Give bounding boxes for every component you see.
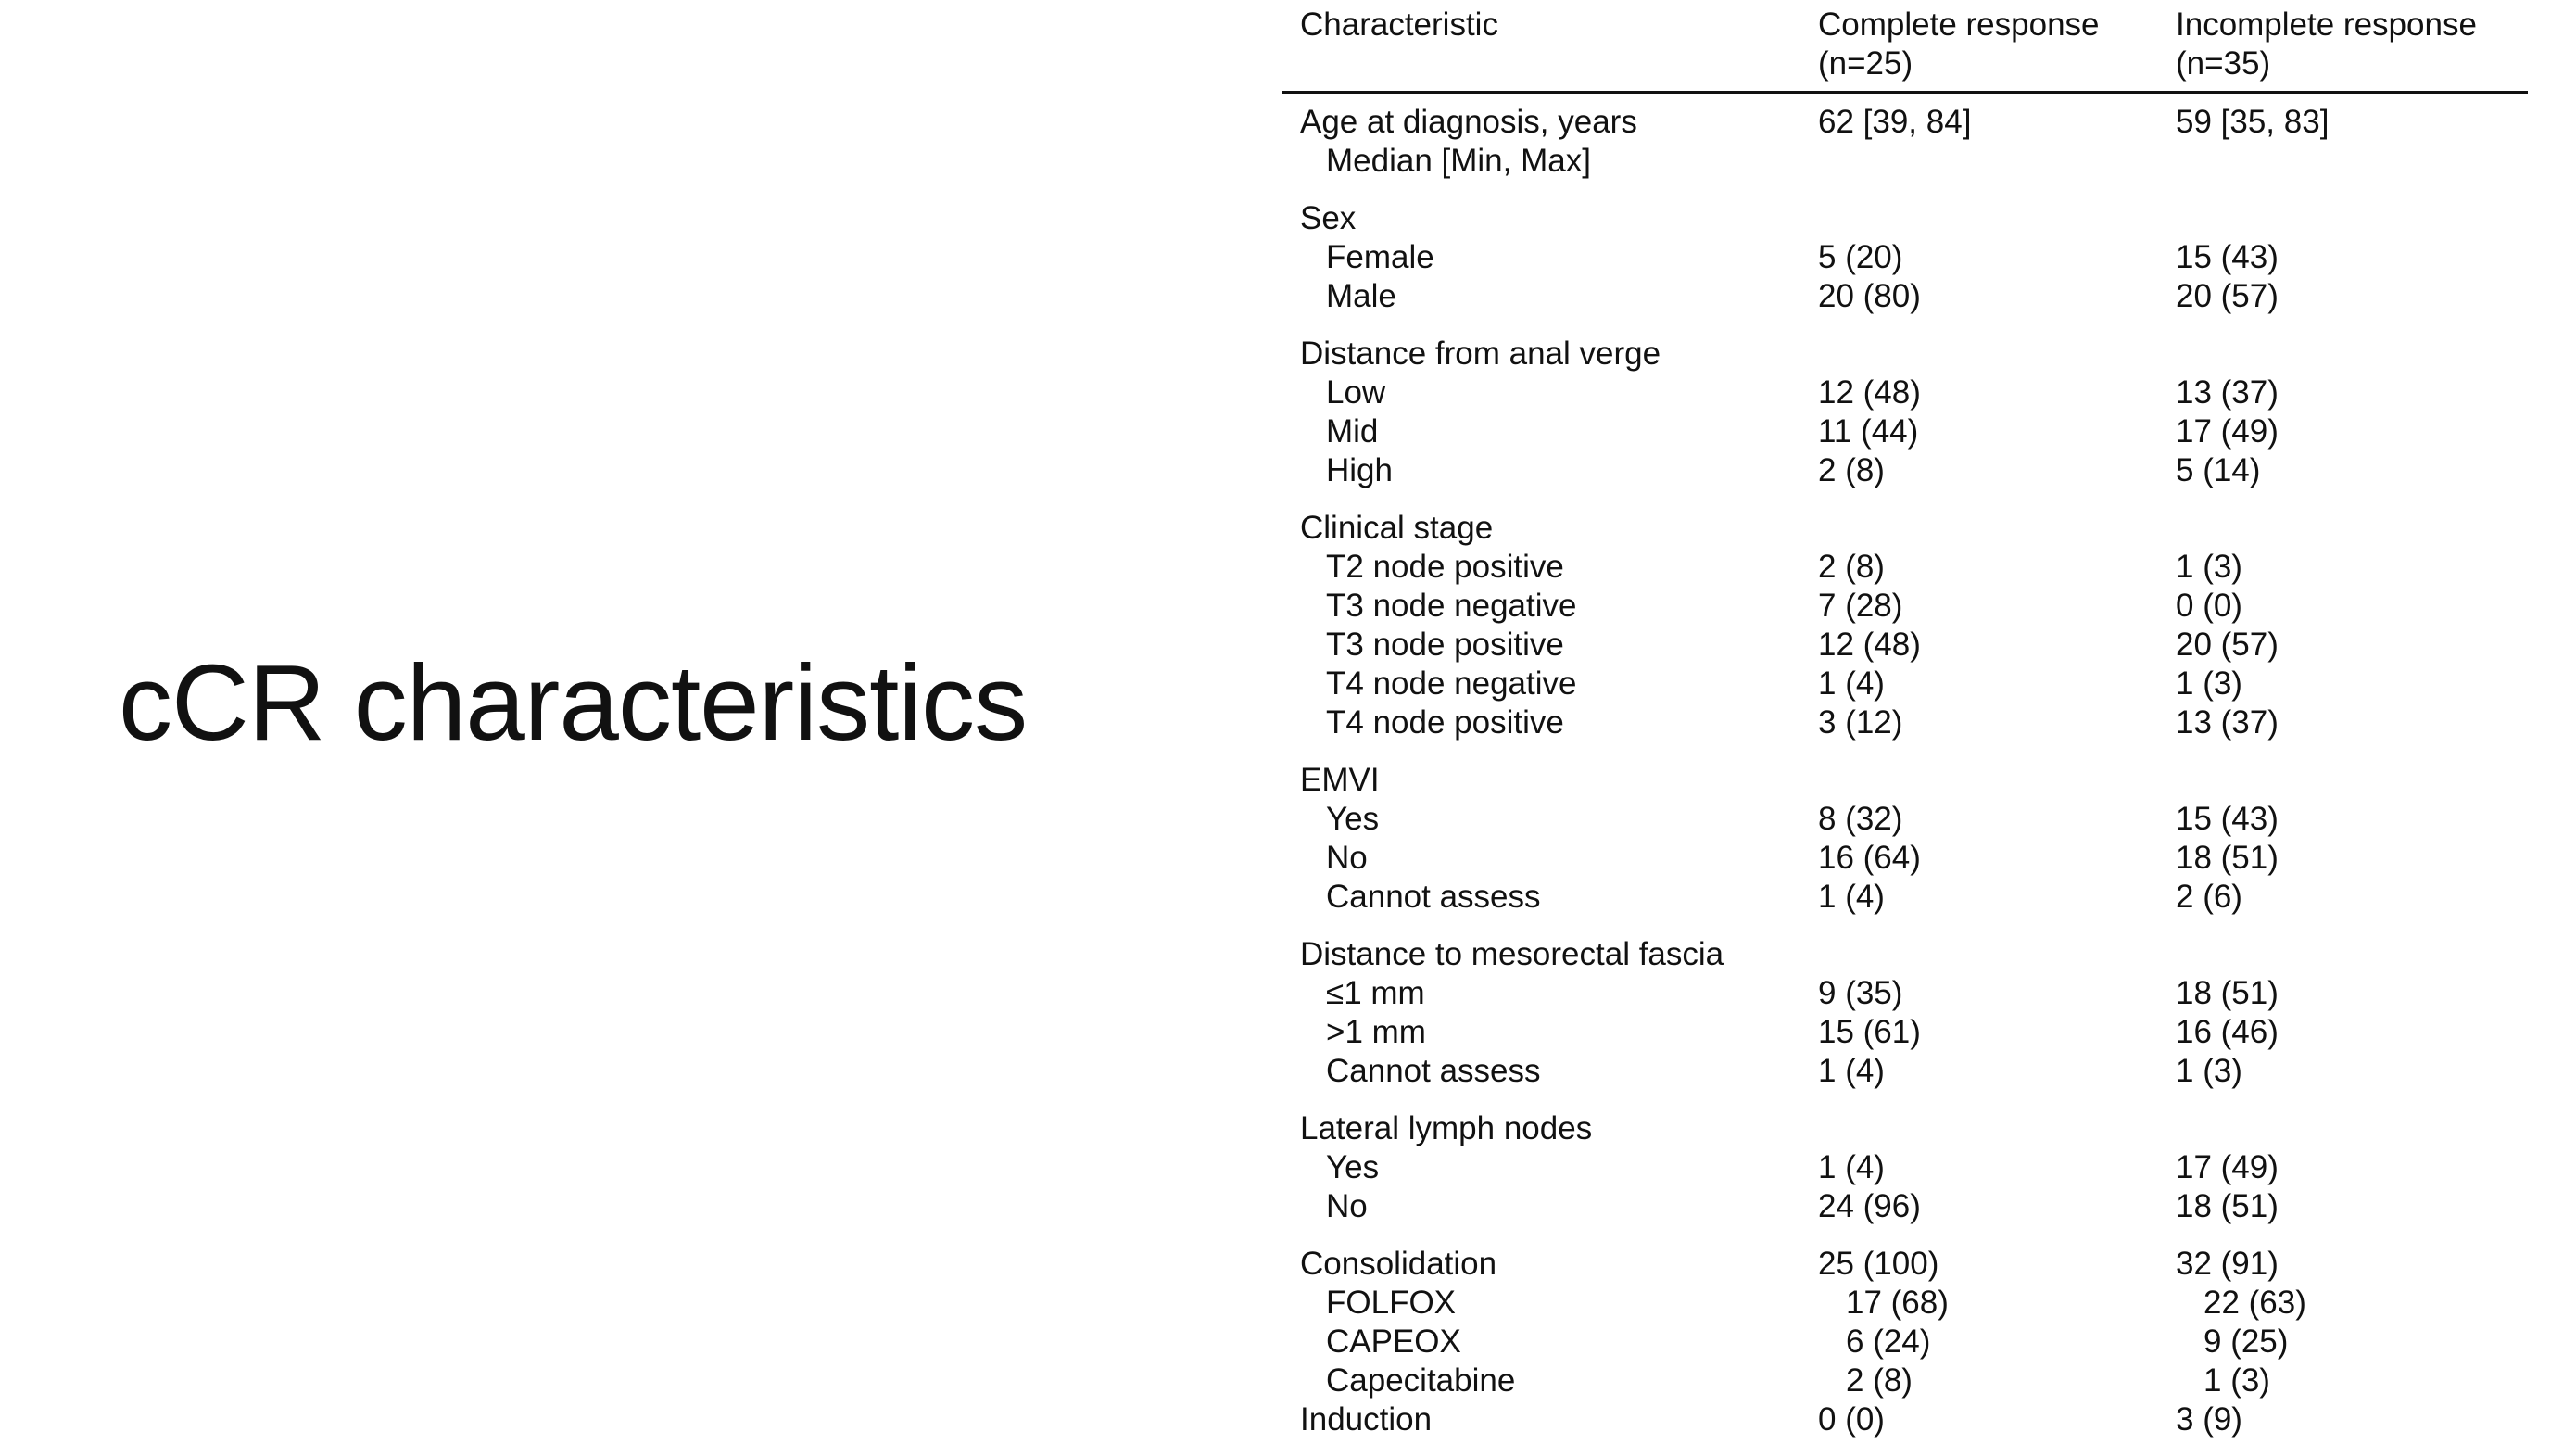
row-label: No	[1326, 1188, 1368, 1224]
table-row	[1282, 1226, 2528, 1284]
complete-response-value: 3 (12)	[1818, 704, 1903, 741]
complete-response-value: 24 (96)	[1818, 1188, 1921, 1224]
row-label: T3 node positive	[1326, 627, 1564, 663]
row-label: Lateral lymph nodes	[1300, 1110, 1593, 1146]
complete-response-value	[1799, 316, 2157, 374]
incomplete-response-value: 5 (14)	[2176, 452, 2261, 488]
row-label: Clinical stage	[1300, 510, 1494, 546]
row-label: Sex	[1300, 200, 1357, 236]
incomplete-response-value: 20 (57)	[2176, 627, 2279, 663]
table-row	[1282, 181, 2528, 238]
row-label: Age at diagnosis, years	[1300, 104, 1637, 140]
incomplete-response-value: 1 (3)	[2176, 665, 2242, 702]
complete-response-value: 9 (35)	[1818, 975, 1903, 1011]
row-label: Low	[1326, 374, 1386, 411]
incomplete-response-value: 15 (43)	[2176, 239, 2279, 275]
incomplete-response-value: 32 (91)	[2176, 1246, 2279, 1282]
header-complete-response-title: Complete response	[1818, 6, 2100, 43]
table-row	[1282, 665, 2528, 703]
complete-response-value: 62 [39, 84]	[1818, 104, 1972, 140]
incomplete-response-value: 13 (37)	[2176, 374, 2279, 411]
complete-response-value	[1799, 490, 2157, 548]
complete-response-value: 25 (100)	[1818, 1246, 1939, 1282]
incomplete-response-value	[2157, 1091, 2528, 1148]
row-label: EMVI	[1300, 762, 1380, 798]
row-label: Median [Min, Max]	[1326, 143, 1591, 179]
row-label: Cannot assess	[1326, 1053, 1541, 1089]
complete-response-value	[1799, 181, 2157, 238]
table-row	[1282, 1091, 2528, 1148]
complete-response-value: 6 (24)	[1846, 1324, 1931, 1360]
incomplete-response-value	[2157, 142, 2528, 181]
complete-response-value: 2 (8)	[1818, 549, 1885, 585]
table-row	[1282, 142, 2528, 181]
complete-response-value: 1 (4)	[1818, 1053, 1885, 1089]
row-label: >1 mm	[1326, 1014, 1426, 1050]
header-characteristic-text: Characteristic	[1300, 6, 1498, 43]
table-row	[1282, 1323, 2528, 1362]
complete-response-value: 2 (8)	[1846, 1362, 1913, 1399]
table-row	[1282, 1148, 2528, 1187]
table-row	[1282, 917, 2528, 974]
incomplete-response-value: 59 [35, 83]	[2176, 104, 2330, 140]
complete-response-value	[1799, 742, 2157, 800]
row-label: Yes	[1326, 1149, 1380, 1185]
row-label: T3 node negative	[1326, 588, 1577, 624]
table-row	[1282, 742, 2528, 800]
header-characteristic	[1282, 6, 1799, 93]
header-complete-response	[1799, 6, 2157, 93]
incomplete-response-value: 2 (6)	[2176, 879, 2242, 915]
incomplete-response-value: 17 (49)	[2176, 413, 2279, 450]
header-incomplete-response-n: (n=35)	[2176, 45, 2271, 82]
incomplete-response-value: 18 (51)	[2176, 840, 2279, 876]
header-incomplete-response	[2157, 6, 2528, 93]
header-complete-response-n: (n=25)	[1818, 45, 1913, 82]
row-label: ≤1 mm	[1326, 975, 1425, 1011]
incomplete-response-value: 22 (63)	[2203, 1285, 2306, 1321]
table-row	[1282, 1013, 2528, 1052]
table-header	[1282, 6, 2528, 93]
table-row	[1282, 878, 2528, 917]
table-row	[1282, 974, 2528, 1013]
complete-response-value: 17 (68)	[1846, 1285, 1949, 1321]
complete-response-value	[1799, 1091, 2157, 1148]
row-label: Distance from anal verge	[1300, 336, 1661, 372]
incomplete-response-value: 18 (51)	[2176, 975, 2279, 1011]
table-row	[1282, 548, 2528, 587]
table-row	[1282, 451, 2528, 490]
incomplete-response-value: 17 (49)	[2176, 1149, 2279, 1185]
incomplete-response-value	[2157, 742, 2528, 800]
incomplete-response-value: 16 (46)	[2176, 1014, 2279, 1050]
incomplete-response-value: 1 (3)	[2176, 1053, 2242, 1089]
complete-response-value: 1 (4)	[1818, 1149, 1885, 1185]
complete-response-value: 1 (4)	[1818, 665, 1885, 702]
table-row	[1282, 490, 2528, 548]
characteristics-table-container	[1282, 6, 2528, 1439]
slide-title: cCR characteristics	[119, 642, 1028, 763]
row-label: CAPEOX	[1326, 1324, 1461, 1360]
incomplete-response-value: 1 (3)	[2203, 1362, 2270, 1399]
row-label: T2 node positive	[1326, 549, 1564, 585]
incomplete-response-value	[2157, 917, 2528, 974]
complete-response-value: 5 (20)	[1818, 239, 1903, 275]
incomplete-response-value	[2157, 181, 2528, 238]
table-row	[1282, 277, 2528, 316]
row-label: Mid	[1326, 413, 1379, 450]
complete-response-value	[1799, 142, 2157, 181]
complete-response-value: 11 (44)	[1818, 413, 1919, 450]
row-label: T4 node positive	[1326, 704, 1564, 741]
incomplete-response-value	[2157, 316, 2528, 374]
row-label: Induction	[1300, 1401, 1433, 1438]
table-row	[1282, 238, 2528, 277]
incomplete-response-value: 1 (3)	[2176, 549, 2242, 585]
characteristics-table	[1282, 6, 2528, 1439]
table-row	[1282, 374, 2528, 412]
complete-response-value	[1799, 917, 2157, 974]
complete-response-value: 16 (64)	[1818, 840, 1921, 876]
incomplete-response-value: 9 (25)	[2203, 1324, 2289, 1360]
table-row	[1282, 1187, 2528, 1226]
table-row	[1282, 316, 2528, 374]
header-row	[1282, 6, 2528, 93]
table-row	[1282, 587, 2528, 626]
row-label: High	[1326, 452, 1393, 488]
complete-response-value: 8 (32)	[1818, 801, 1903, 837]
complete-response-value: 7 (28)	[1818, 588, 1903, 624]
row-label: Yes	[1326, 801, 1380, 837]
row-label: Consolidation	[1300, 1246, 1497, 1282]
complete-response-value: 2 (8)	[1818, 452, 1885, 488]
header-incomplete-response-title: Incomplete response	[2176, 6, 2477, 43]
incomplete-response-value: 18 (51)	[2176, 1188, 2279, 1224]
row-label: Female	[1326, 239, 1434, 275]
table-row	[1282, 93, 2528, 143]
table-row	[1282, 1362, 2528, 1400]
table-row	[1282, 839, 2528, 878]
row-label: Distance to mesorectal fascia	[1300, 936, 1724, 972]
complete-response-value: 15 (61)	[1818, 1014, 1921, 1050]
complete-response-value: 12 (48)	[1818, 627, 1921, 663]
incomplete-response-value: 0 (0)	[2176, 588, 2242, 624]
complete-response-value: 0 (0)	[1818, 1401, 1885, 1438]
row-label: T4 node negative	[1326, 665, 1577, 702]
row-label: FOLFOX	[1326, 1285, 1457, 1321]
row-label: Male	[1326, 278, 1396, 314]
row-label: Cannot assess	[1326, 879, 1541, 915]
table-row	[1282, 412, 2528, 451]
incomplete-response-value: 3 (9)	[2176, 1401, 2242, 1438]
table-row	[1282, 1284, 2528, 1323]
table-row	[1282, 800, 2528, 839]
incomplete-response-value: 13 (37)	[2176, 704, 2279, 741]
table-body	[1282, 93, 2528, 1440]
row-label: No	[1326, 840, 1368, 876]
incomplete-response-value	[2157, 490, 2528, 548]
table-row	[1282, 703, 2528, 742]
complete-response-value: 1 (4)	[1818, 879, 1885, 915]
row-label: Capecitabine	[1326, 1362, 1516, 1399]
table-row	[1282, 1400, 2528, 1439]
complete-response-value: 20 (80)	[1818, 278, 1921, 314]
complete-response-value: 12 (48)	[1818, 374, 1921, 411]
incomplete-response-value: 15 (43)	[2176, 801, 2279, 837]
table-row	[1282, 626, 2528, 665]
incomplete-response-value: 20 (57)	[2176, 278, 2279, 314]
table-row	[1282, 1052, 2528, 1091]
